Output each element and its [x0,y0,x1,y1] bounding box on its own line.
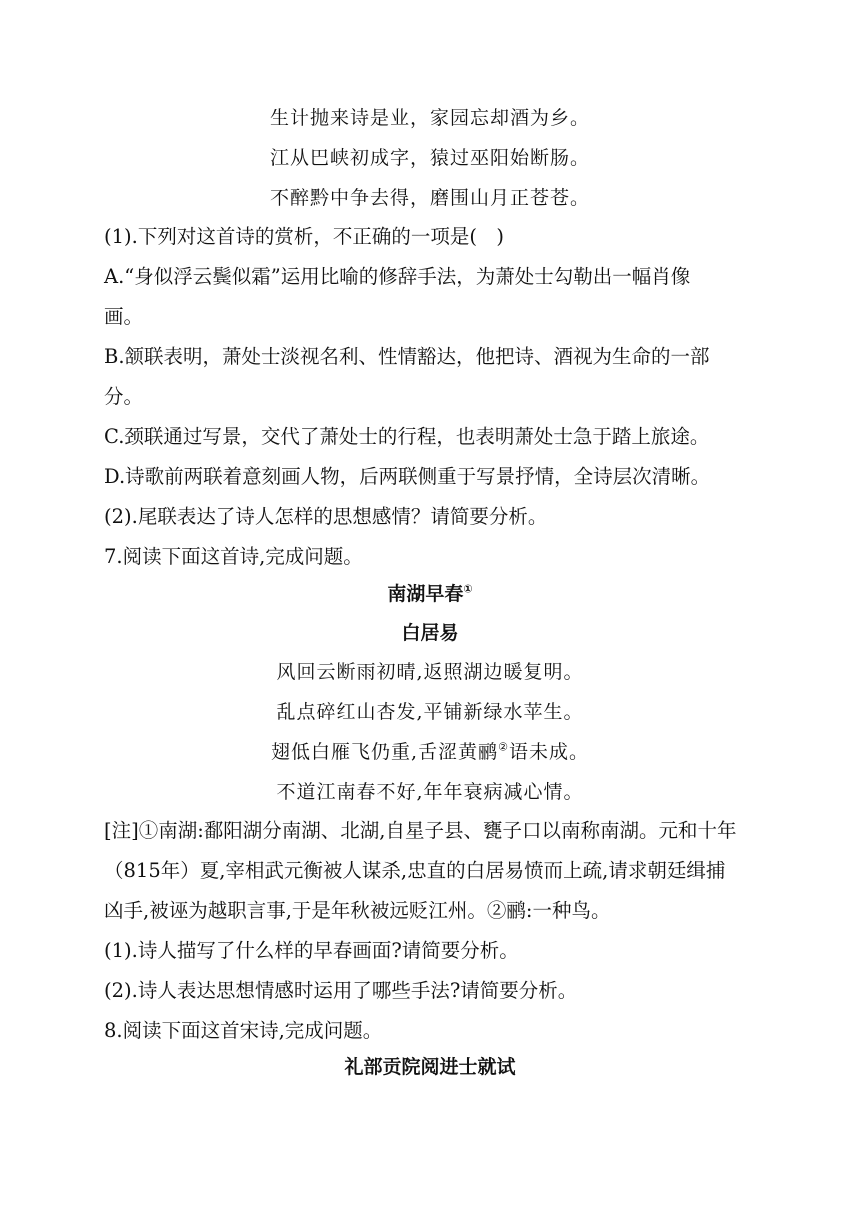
poem-line: 不醉黔中争去得，磨围山月正苍苍。 [269,187,590,209]
poem-line: 生计抛来诗是业，家园忘却酒为乡。 [269,107,590,129]
option-b-continued: 分。 [104,385,144,408]
poem-author: 白居易 [401,622,459,644]
poem-title [0,582,860,606]
option-b: B.颔联表明，萧处士淡视名利、性情豁达，他把诗、酒视为生命的一部 [104,345,710,368]
question-7-1: (1).诗人描写了什么样的早春画面?请简要分析。 [104,939,519,962]
question-stem: (1).下列对这首诗的赏析，不正确的一项是( ) [104,225,505,248]
footnote-line: 凶手,被诬为越职言事,于是年秋被远贬江州。②鹂:一种鸟。 [104,899,611,922]
poem-line: 不道江南春不好,年年衰病减心情。 [276,781,584,803]
option-d: D.诗歌前两联着意刻画人物，后两联侧重于写景抒情，全诗层次清晰。 [104,465,711,488]
footnote-line: （815年）夏,宰相武元衡被人谋杀,忠直的白居易愤而上疏,请求朝廷缉捕 [104,859,726,882]
poem-line-part: 翅低白雁飞仍重,舌涩黄鹂 [271,741,499,763]
poem-line: 江从巴峡初成字，猿过巫阳始断肠。 [269,147,590,169]
footnote-mark: ② [498,740,509,754]
poem-line: 乱点碎红山杏发,平铺新绿水苹生。 [276,701,584,723]
question-2: (2).尾联表达了诗人怎样的思想感情？请简要分析。 [104,505,548,528]
question-7-2: (2).诗人表达思想情感时运用了哪些手法?请简要分析。 [104,979,578,1002]
poem-line: 风回云断雨初晴,返照湖边暖复明。 [276,661,584,683]
poem-title-text: 南湖早春 [387,583,464,605]
poem-line-part: 语未成。 [508,741,589,763]
footnote-mark: ① [463,582,473,596]
option-a-continued: 画。 [104,305,144,328]
option-a: A.“身似浮云鬓似霜”运用比喻的修辞手法，为萧处士勾勒出一幅肖像 [104,265,691,288]
footnote-line: [注]①南湖:鄱阳湖分南湖、北湖,自星子县、甕子口以南称南湖。元和十年 [104,819,737,842]
poem-line [0,740,860,764]
question-8-intro: 8.阅读下面这首宋诗,完成问题。 [104,1019,383,1042]
poem-title: 礼部贡院阅进士就试 [344,1056,516,1078]
option-c: C.颈联通过写景，交代了萧处士的行程，也表明萧处士急于踏上旅途。 [104,425,710,448]
question-7-intro: 7.阅读下面这首诗,完成问题。 [104,545,363,568]
